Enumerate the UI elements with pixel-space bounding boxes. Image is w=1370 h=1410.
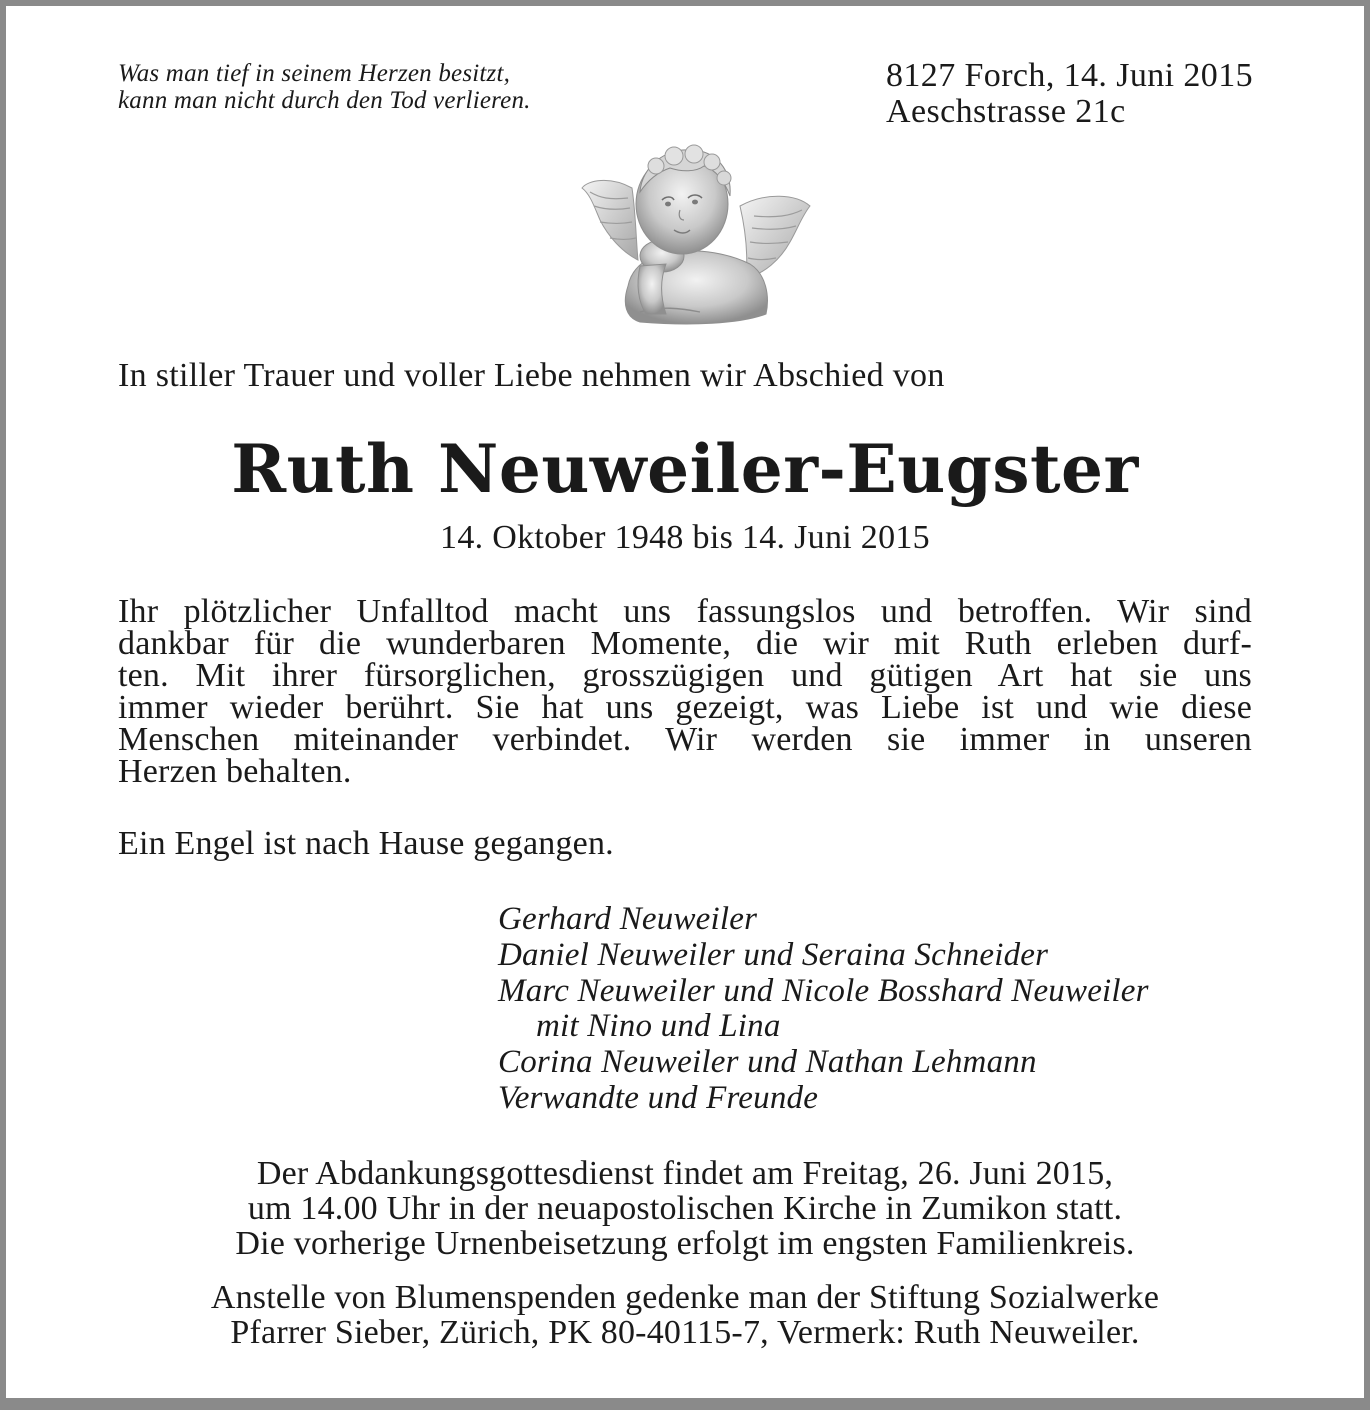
- obituary-notice: [6, 6, 1364, 1398]
- life-dates: 14. Oktober 1948 bis 14. Juni 2015: [440, 519, 930, 556]
- motto-quote: [118, 60, 531, 114]
- tribute-line: Ihr plötzlicher Unfalltod macht uns fassungslos und betroffen. Wir sind: [118, 593, 1252, 630]
- deceased-name: Ruth Neuweiler-Eugster: [231, 430, 1139, 508]
- mourner-name: Gerhard Neuweiler: [498, 901, 758, 937]
- tribute-line: immer wieder berührt. Sie hat uns gezeigt, was Liebe ist und wie diese: [118, 689, 1252, 726]
- tribute-line: Herzen behalten.: [118, 753, 352, 790]
- motto-line-2: kann man nicht durch den Tod verlieren.: [118, 87, 531, 114]
- place-date: 8127 Forch, 14. Juni 2015: [886, 57, 1253, 94]
- service-line: Die vorherige Urnenbeisetzung erfolgt im engsten Familienkreis.: [235, 1225, 1135, 1262]
- service-line: Der Abdankungsgottesdienst findet am Freitag, 26. Juni 2015,: [256, 1155, 1114, 1192]
- donation-line: Anstelle von Blumenspenden gedenke man der Stiftung Sozialwerke: [210, 1279, 1160, 1316]
- street-address: Aeschstrasse 21c: [886, 93, 1126, 130]
- mourner-name: Verwandte und Freunde: [498, 1079, 819, 1116]
- intro-text: In stiller Trauer und voller Liebe nehmen wir Abschied von: [118, 357, 945, 394]
- service-line: um 14.00 Uhr in der neuapostolischen Kirche in Zumikon statt.: [247, 1190, 1123, 1227]
- mourner-name: Daniel Neuweiler und Seraina Schneider: [498, 936, 1049, 973]
- mourner-name: mit Nino und Lina: [536, 1008, 781, 1045]
- mourner-name: Marc Neuweiler und Nicole Bosshard Neuweiler: [498, 972, 1149, 1009]
- tribute-line: ten. Mit ihrer fürsorglichen, grosszügigen und gütigen Art hat sie uns: [118, 657, 1252, 694]
- funeral-service-info: [6, 1156, 1364, 1261]
- place-date-address: [886, 58, 1253, 130]
- mourners-list: [498, 902, 1149, 1117]
- cherub-angel-icon: [570, 136, 816, 332]
- tribute-paragraph: [118, 593, 1252, 790]
- mourner-name: Corina Neuweiler und Nathan Lehmann: [498, 1044, 1037, 1081]
- tribute-line: dankbar für die wunderbaren Momente, die wir mit Ruth erleben durf-: [118, 625, 1252, 662]
- donation-note: [6, 1280, 1364, 1350]
- closing-sentence: Ein Engel ist nach Hause gegangen.: [118, 825, 614, 862]
- motto-line-1: Was man tief in seinem Herzen besitzt,: [118, 60, 511, 87]
- tribute-line: Menschen miteinander verbindet. Wir werden sie immer in unseren: [118, 721, 1252, 758]
- donation-line: Pfarrer Sieber, Zürich, PK 80-40115-7, Vermerk: Ruth Neuweiler.: [230, 1314, 1140, 1351]
